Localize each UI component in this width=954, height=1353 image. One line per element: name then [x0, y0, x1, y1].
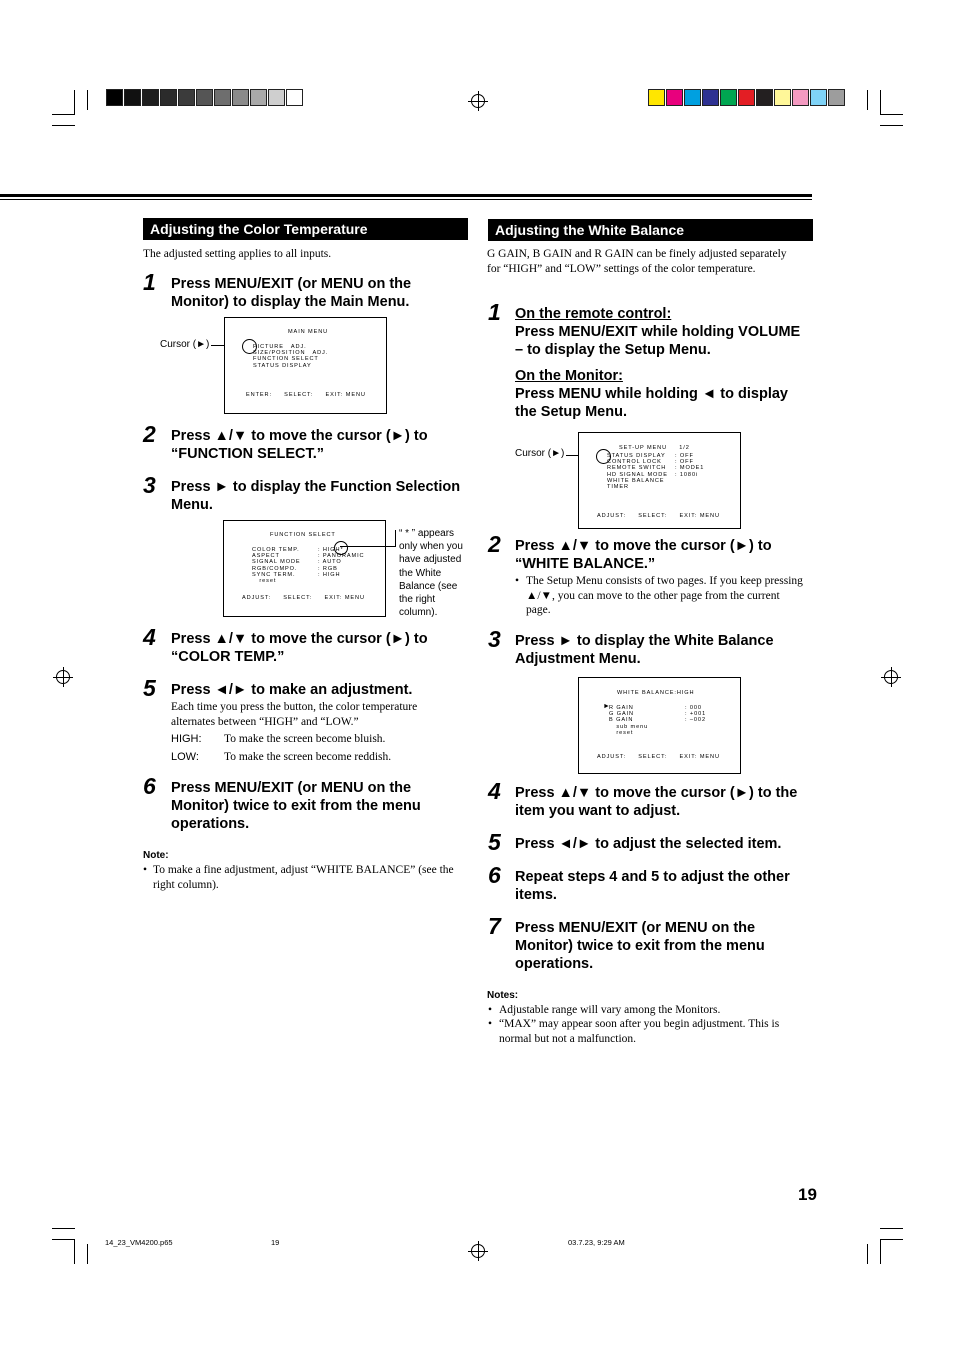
wb-menu-title: WHITE BALANCE:HIGH — [617, 690, 695, 696]
color-swatch — [720, 89, 737, 106]
right-step-text-7: Press MENU/EXIT (or MENU on the Monitor) twice to exit from the menu operations. — [515, 920, 765, 972]
color-swatch — [738, 89, 755, 106]
wb-menu-values: : 000 : +001 : –002 — [685, 705, 707, 724]
function-select-screen — [223, 520, 386, 617]
header-rule — [0, 194, 812, 197]
right-step-text-6: Repeat steps 4 and 5 to adjust the other items. — [515, 869, 790, 903]
right-step-number-7: 7 — [488, 913, 501, 939]
right-notes-title: Notes: — [487, 990, 519, 1001]
setup-menu-values: : OFF : OFF : MODE1 : 1080i — [675, 453, 705, 478]
left-step-number-2: 2 — [143, 421, 156, 447]
color-swatch — [756, 89, 773, 106]
right-intro: G GAIN, B GAIN and R GAIN can be finely adjusted separately for “HIGH” and “LOW” settings of the color temperature. — [487, 248, 787, 275]
right-step-text-5: Press ◄/► to adjust the selected item. — [515, 836, 782, 852]
wb-cursor-arrow: ► — [603, 703, 611, 710]
right-step-text-3: Press ► to display the White Balance Adjustment Menu. — [515, 633, 774, 667]
left-note-title: Note: — [143, 850, 169, 861]
section-title-white-balance: Adjusting the White Balance — [488, 219, 813, 241]
color-swatch — [702, 89, 719, 106]
color-swatch — [774, 89, 791, 106]
cursor-label-main-menu: Cursor (►) — [160, 339, 210, 350]
left-step-number-1: 1 — [143, 269, 156, 295]
left-step-text-3: Press ► to display the Function Selection Menu. — [171, 479, 461, 513]
main-menu-screen — [224, 317, 387, 414]
left-step-number-3: 3 — [143, 472, 156, 498]
step2-bullet: The Setup Menu consists of two pages. If you keep pressing ▲/▼, you can move to the other page from the current page. — [526, 575, 803, 616]
main-menu-title: MAIN MENU — [288, 329, 329, 335]
gray-swatch — [106, 89, 123, 106]
left-note-text: To make a fine adjustment, adjust “WHITE BALANCE” (see the right column). — [153, 864, 454, 891]
monitor-text: Press MENU while holding ◄ to display the Setup Menu. — [515, 386, 788, 420]
setup-menu-title: SET-UP MENU 1/2 — [619, 445, 690, 451]
gray-swatch — [268, 89, 285, 106]
footer-date: 03.7.23, 9:29 AM — [568, 1238, 625, 1247]
right-step-text-2: Press ▲/▼ to move the cursor (►) to “WHITE BALANCE.” — [515, 538, 772, 572]
function-menu-items: COLOR TEMP. ASPECT SIGNAL MODE RGB/COMPO. SYNC TERM. reset — [252, 547, 301, 585]
right-step-number-2: 2 — [488, 531, 501, 557]
gray-swatch — [214, 89, 231, 106]
monitor-heading: On the Monitor: — [515, 368, 623, 384]
color-swatch — [648, 89, 665, 106]
gray-swatch — [232, 89, 249, 106]
main-menu-footer: ENTER: SELECT: EXIT: MENU — [246, 392, 366, 398]
left-step-text-1: Press MENU/EXIT (or MENU on the Monitor) to display the Main Menu. — [171, 276, 412, 310]
step5-body: Each time you press the button, the color temperature alternates between “HIGH” and “LOW.” — [171, 701, 418, 728]
function-menu-title: FUNCTION SELECT — [270, 532, 336, 538]
right-note-2: “MAX” may appear soon after you begin adjustment. This is normal but not a malfunction. — [499, 1018, 780, 1045]
high-label: HIGH: — [171, 733, 202, 745]
gray-swatch — [160, 89, 177, 106]
left-intro: The adjusted setting applies to all inputs. — [143, 248, 332, 260]
gray-swatch — [196, 89, 213, 106]
cursor-label-setup-menu: Cursor (►) — [515, 448, 565, 459]
setup-menu-items: STATUS DISPLAY CONTROL LOCK REMOTE SWITCH HD SIGNAL MODE WHITE BALANCE TIMER — [607, 453, 668, 491]
wb-menu-items: R GAIN G GAIN B GAIN sub menu reset — [609, 705, 649, 736]
color-swatch — [828, 89, 845, 106]
right-step-number-4: 4 — [488, 778, 501, 804]
white-balance-screen — [578, 677, 741, 774]
left-step-text-5: Press ◄/► to make an adjustment. — [171, 682, 413, 698]
right-note-1: Adjustable range will vary among the Monitors. — [499, 1004, 721, 1016]
header-rule-thin — [0, 199, 812, 200]
gray-swatch — [142, 89, 159, 106]
footer-file: 14_23_VM4200.p65 — [105, 1238, 173, 1247]
low-label: LOW: — [171, 751, 199, 763]
gray-swatch — [124, 89, 141, 106]
left-step-text-2: Press ▲/▼ to move the cursor (►) to “FUNCTION SELECT.” — [171, 428, 428, 462]
setup-cursor-circle — [596, 449, 611, 464]
color-swatch — [792, 89, 809, 106]
registration-mark-left — [56, 670, 70, 684]
main-menu-items: PICTURE ADJ. SIZE/POSITION ADJ. FUNCTION SELECT STATUS DISPLAY — [253, 344, 329, 369]
cursor-circle — [242, 339, 257, 354]
page-number: 19 — [798, 1185, 817, 1204]
high-text: To make the screen become bluish. — [224, 733, 386, 745]
color-swatch — [810, 89, 827, 106]
gray-swatch — [286, 89, 303, 106]
footer-page: 19 — [271, 1238, 280, 1247]
left-step-text-4: Press ▲/▼ to move the cursor (►) to “COLOR TEMP.” — [171, 631, 428, 665]
asterisk-note: “ * ” appears only when you have adjusted the White Balance (see the right column). — [399, 528, 463, 619]
gray-swatch — [250, 89, 267, 106]
remote-text: Press MENU/EXIT while holding VOLUME – to display the Setup Menu. — [515, 324, 801, 358]
left-step-text-6: Press MENU/EXIT (or MENU on the Monitor) twice to exit from the menu operations. — [171, 780, 421, 832]
left-step-number-4: 4 — [143, 624, 156, 650]
asterisk-circle — [334, 541, 348, 555]
right-step-number-6: 6 — [488, 862, 501, 888]
color-swatch — [666, 89, 683, 106]
registration-mark-bottom — [471, 1244, 485, 1258]
low-text: To make the screen become reddish. — [224, 751, 392, 763]
registration-mark-right — [884, 670, 898, 684]
right-step-number-5: 5 — [488, 829, 501, 855]
function-menu-values: : HIGH* : PANORAMIC : AUTO : RGB : HIGH — [318, 547, 365, 578]
right-step-number-3: 3 — [488, 626, 501, 652]
left-step-number-6: 6 — [143, 773, 156, 799]
left-step-number-5: 5 — [143, 675, 156, 701]
registration-mark-top — [471, 94, 485, 108]
color-swatch — [684, 89, 701, 106]
right-step-number-1: 1 — [488, 299, 501, 325]
setup-menu-screen — [578, 432, 741, 529]
function-menu-footer: ADJUST: SELECT: EXIT: MENU — [242, 595, 365, 601]
section-title-color-temperature: Adjusting the Color Temperature — [143, 218, 468, 240]
wb-menu-footer: ADJUST: SELECT: EXIT: MENU — [597, 754, 720, 760]
right-step-text-4: Press ▲/▼ to move the cursor (►) to the item you want to adjust. — [515, 785, 798, 819]
remote-heading: On the remote control: — [515, 306, 672, 322]
gray-swatch — [178, 89, 195, 106]
setup-menu-footer: ADJUST: SELECT: EXIT: MENU — [597, 513, 720, 519]
